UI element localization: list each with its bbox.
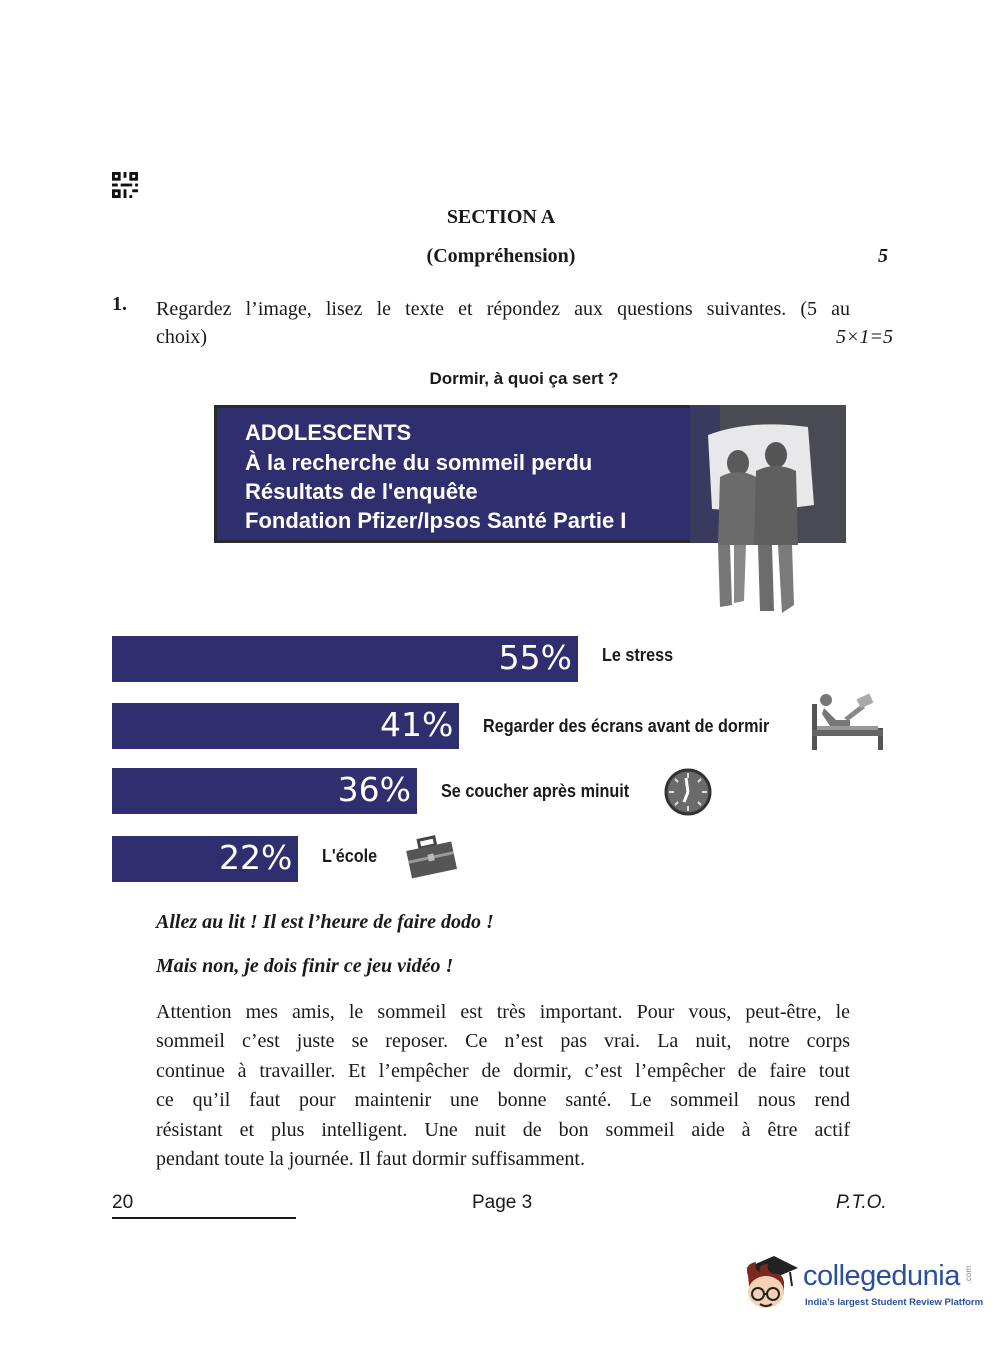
bar-label-stress: Le stress bbox=[602, 645, 674, 665]
paragraph-line: ce qu’il faut pour maintenir une bonne santé. Le sommeil nous rend bbox=[156, 1089, 850, 1112]
qr-code-icon bbox=[112, 172, 138, 198]
bar-school bbox=[112, 836, 298, 882]
teens-pillow-image bbox=[690, 405, 850, 617]
bar-screens bbox=[112, 703, 459, 749]
bar-value-school: 22% bbox=[219, 838, 293, 877]
footer-rule bbox=[112, 1217, 296, 1219]
section-subtitle: (Compréhension) bbox=[426, 245, 576, 267]
bar-label-screens: Regarder des écrans avant de dormir bbox=[483, 716, 770, 736]
banner-line-4: Fondation Pfizer/Ipsos Santé Partie I bbox=[245, 508, 627, 533]
bar-midnight bbox=[112, 768, 417, 814]
dialog-line-1: Allez au lit ! Il est l’heure de faire dodo ! bbox=[156, 911, 494, 933]
section-marks: 5 bbox=[878, 245, 888, 267]
footer-page: Page 3 bbox=[472, 1192, 533, 1213]
bed-screen-icon bbox=[810, 690, 886, 752]
collegedunia-mascot-icon bbox=[740, 1250, 800, 1318]
comprehension-paragraph bbox=[156, 998, 850, 1174]
banner-line-3: Résultats de l'enquête bbox=[245, 479, 478, 504]
question-score: 5×1=5 bbox=[836, 326, 893, 348]
paragraph-line: sommeil c’est juste se reposer. Ce n’est pas vrai. La nuit, notre corps bbox=[156, 1030, 850, 1053]
bar-label-school: L'école bbox=[322, 846, 378, 866]
bar-stress bbox=[112, 636, 578, 682]
bar-label-midnight: Se coucher après minuit bbox=[441, 781, 630, 801]
dialog-line-2: Mais non, je dois finir ce jeu vidéo ! bbox=[156, 955, 454, 977]
question-text: Regardez l’image, lisez le texte et répondez aux questions suivantes. (5 au bbox=[156, 298, 850, 320]
banner-line-1: ADOLESCENTS bbox=[245, 420, 412, 445]
briefcase-icon bbox=[404, 834, 458, 880]
section-title: SECTION A bbox=[446, 206, 556, 228]
question-number: 1. bbox=[112, 293, 127, 315]
paragraph-line: résistant et plus intelligent. Une nuit de bon sommeil aide à être actif bbox=[156, 1118, 850, 1141]
footer-pto: P.T.O. bbox=[836, 1192, 887, 1213]
question-text-continued: choix) bbox=[156, 326, 208, 348]
banner-line-2: À la recherche du sommeil perdu bbox=[245, 450, 593, 475]
paragraph-line: Attention mes amis, le sommeil est très important. Pour vous, peut-être, le bbox=[156, 1001, 850, 1023]
paragraph-line: continue à travailler. Et l’empêcher de dormir, c’est l’empêcher de faire tout bbox=[156, 1059, 850, 1082]
paragraph-line: pendant toute la journée. Il faut dormir suffisamment. bbox=[156, 1148, 585, 1171]
clock-icon bbox=[664, 768, 712, 816]
bar-value-midnight: 36% bbox=[337, 770, 412, 809]
brand-name: collegedunia bbox=[803, 1260, 960, 1292]
brand-tagline: India's largest Student Review Platform bbox=[805, 1297, 984, 1308]
brand-suffix: .com bbox=[964, 1265, 974, 1284]
bar-value-screens: 41% bbox=[380, 705, 454, 744]
figure-title: Dormir, à quoi ça sert ? bbox=[429, 369, 619, 388]
bar-value-stress: 55% bbox=[498, 638, 572, 677]
footer-number: 20 bbox=[112, 1192, 134, 1213]
